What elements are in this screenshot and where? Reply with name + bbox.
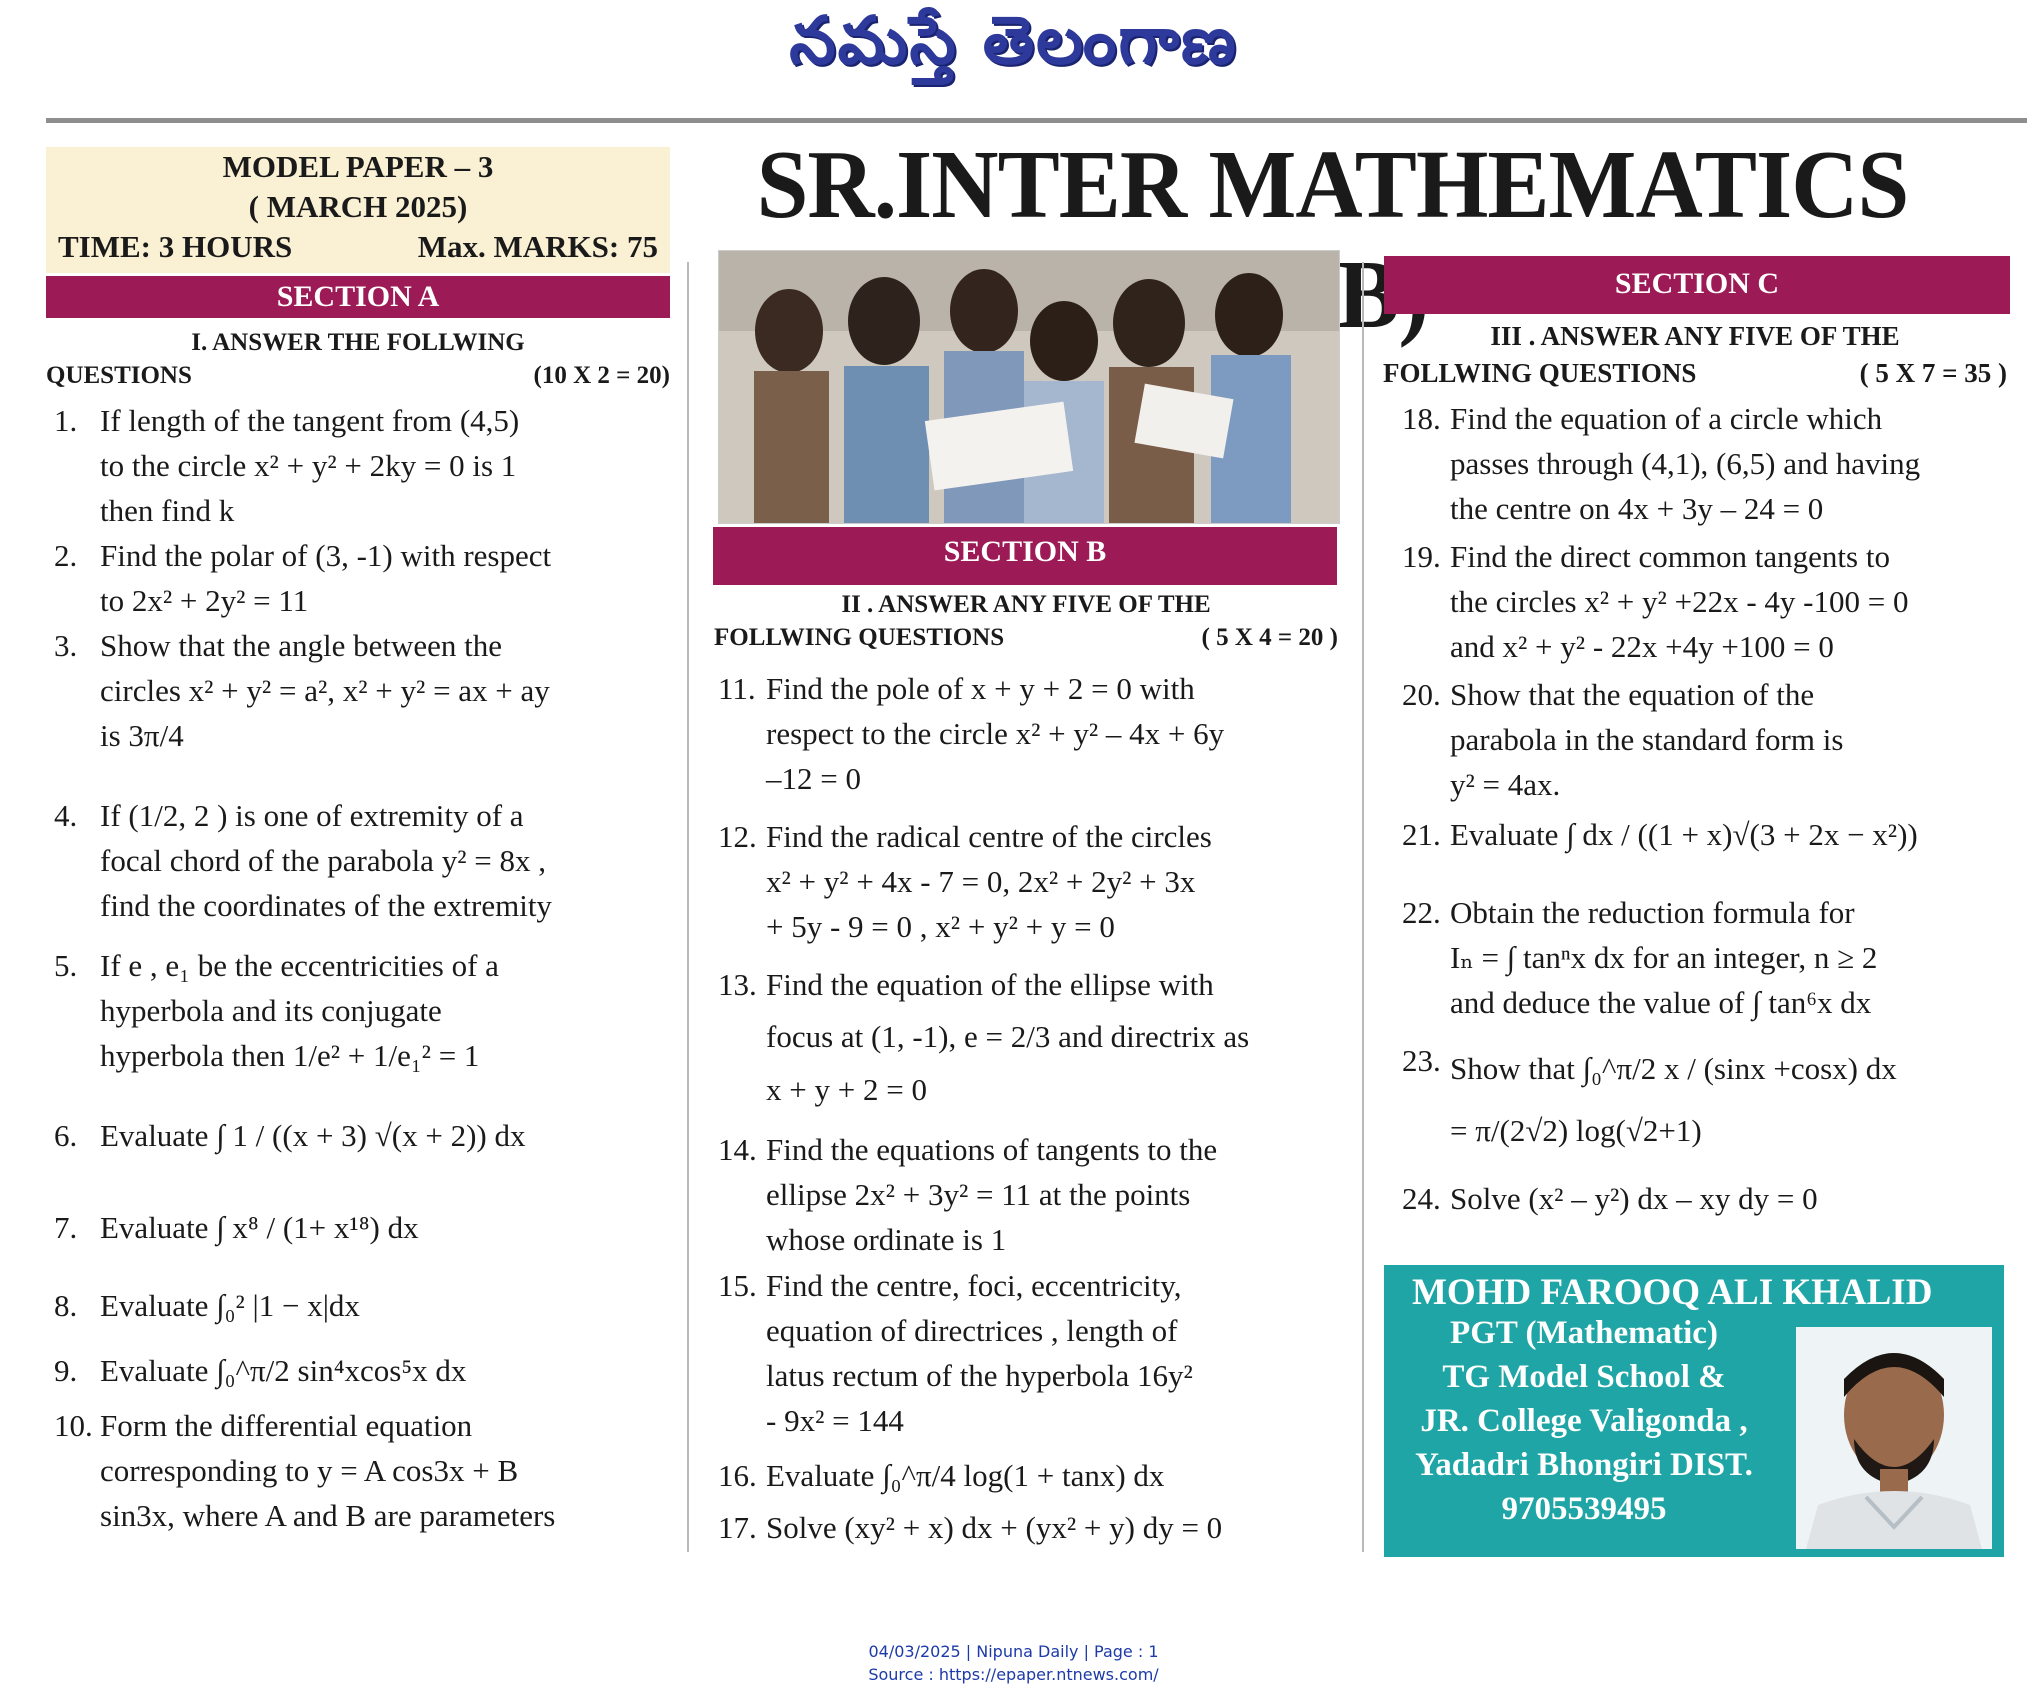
- section-c-instruction-cont: FOLLWING QUESTIONS: [1383, 358, 1697, 388]
- students-photo-illustration: [719, 251, 1339, 523]
- question-22: 22. Obtain the reduction formula for Iₙ = ∫ tanⁿx dx for an integer, n ≥ 2 and deduce the value of ∫ tan⁶x dx: [1402, 895, 1878, 1020]
- section-a-instruction-cont: QUESTIONS: [46, 362, 192, 389]
- exam-time: TIME: 3 HOURS: [58, 229, 293, 264]
- section-c-bar: SECTION C: [1384, 256, 2010, 314]
- question-21: 21. Evaluate ∫ dx / ((1 + x)√(3 + 2x − x²)): [1402, 817, 1918, 852]
- section-b-heading: [714, 588, 1338, 654]
- section-c-marks: ( 5 X 7 = 35 ): [1859, 358, 2007, 388]
- page-title: SR.INTER MATHEMATICS: [756, 131, 1909, 239]
- author-school: TG Model School &: [1442, 1359, 1726, 1395]
- question-2: 2. Find the polar of (3, -1) with respect to 2x² + 2y² = 11: [54, 538, 552, 618]
- question-20: 20. Show that the equation of the parabola in the standard form is y² = 4ax.: [1402, 677, 1844, 802]
- question-1: 1. If length of the tangent from (4,5) to the circle x² + y² + 2ky = 0 is 1 then find k: [54, 403, 520, 528]
- author-college: JR. College Valigonda ,: [1420, 1403, 1748, 1439]
- question-11: 11. Find the pole of x + y + 2 = 0 with respect to the circle x² + y² – 4x + 6y –12 = 0: [718, 671, 1225, 796]
- masthead-rule: [46, 118, 2027, 123]
- section-a-questions: [46, 398, 676, 1538]
- section-b-instruction-cont: FOLLWING QUESTIONS: [714, 624, 1005, 651]
- question-18: 18. Find the equation of a circle which passes through (4,1), (6,5) and having the centre on 4x + 3y – 24 = 0: [1402, 401, 1921, 526]
- question-16: 16. Evaluate ∫₀^π/4 log(1 + tanx) dx: [718, 1458, 1165, 1493]
- author-district: Yadadri Bhongiri DIST.: [1415, 1447, 1753, 1483]
- question-13: 13. Find the equation of the ellipse with focus at (1, -1), e = 2/3 and directrix as x + y + 2 = 0: [718, 967, 1250, 1107]
- question-3: 3. Show that the angle between the circles x² + y² = a², x² + y² = ax + ay is 3π/4: [54, 628, 550, 753]
- author-designation: PGT (Mathematic): [1450, 1315, 1718, 1351]
- question-4: 4. If (1/2, 2 ) is one of extremity of a focal chord of the parabola y² = 8x , find the coordinates of the extremity: [54, 798, 552, 923]
- question-23: 23. Show that ∫₀^π/2 x / (sinx +cosx) dx = π/(2√2) log(√2+1): [1402, 1043, 1897, 1148]
- column-divider: [1362, 262, 1364, 1552]
- students-photo: [718, 250, 1340, 524]
- question-15: 15. Find the centre, foci, eccentricity, equation of directrices , length of latus rectum of the hyperbola 16y² - 9x² = 144: [718, 1268, 1193, 1438]
- section-c-instruction: III . ANSWER ANY FIVE OF THE: [1490, 321, 1900, 351]
- section-a-heading: [46, 326, 670, 392]
- section-b-bar: SECTION B: [713, 527, 1337, 585]
- section-b-marks: ( 5 X 4 = 20 ): [1201, 624, 1338, 651]
- section-a-marks: (10 X 2 = 20): [533, 362, 670, 389]
- question-5: 5. If e , e₁ be the eccentricities of a hyperbola and its conjugate hyperbola then 1/e² + 1/e₁² = 1: [54, 948, 499, 1073]
- author-phone: 9705539495: [1501, 1491, 1667, 1527]
- question-24: 24. Solve (x² – y²) dx – xy dy = 0: [1402, 1181, 1818, 1216]
- footer-issue-info: 04/03/2025 | Nipuna Daily | Page : 1: [868, 1642, 1159, 1661]
- question-19: 19. Find the direct common tangents to the circles x² + y² +22x - 4y -100 = 0 and x² + y² - 22x +4y +100 = 0: [1402, 539, 1909, 664]
- question-14: 14. Find the equations of tangents to the ellipse 2x² + 3y² = 11 at the points whose ordinate is 1: [718, 1132, 1218, 1257]
- section-c-questions: [1402, 396, 2012, 1226]
- author-portrait: [1796, 1327, 1992, 1549]
- masthead-logo: నమస్తే తెలంగాణ: [789, 2, 1238, 79]
- author-name: MOHD FAROOQ ALI KHALID: [1412, 1272, 1933, 1313]
- question-8: 8. Evaluate ∫₀² |1 − x|dx: [54, 1288, 360, 1323]
- question-17: 17. Solve (xy² + x) dx + (yx² + y) dy = 0: [718, 1510, 1223, 1545]
- section-b-instruction: II . ANSWER ANY FIVE OF THE: [841, 591, 1211, 618]
- question-12: 12. Find the radical centre of the circles x² + y² + 4x - 7 = 0, 2x² + 2y² + 3x + 5y - 9 = 0 , x² + y² + y = 0: [718, 819, 1212, 944]
- footer-source: Source : https://epaper.ntnews.com/: [868, 1665, 1159, 1684]
- column-divider: [687, 262, 689, 1552]
- model-paper-title: MODEL PAPER – 3: [222, 149, 494, 184]
- model-paper-box: [46, 147, 670, 273]
- exam-max-marks: Max. MARKS: 75: [417, 229, 658, 264]
- page-footer: [0, 1640, 2027, 1686]
- section-b-questions: [718, 666, 1348, 1555]
- model-paper-date: ( MARCH 2025): [248, 189, 468, 224]
- section-a-bar: SECTION A: [46, 276, 670, 318]
- question-10: 10. Form the differential equation corresponding to y = A cos3x + B sin3x, where A and B are parameters: [54, 1408, 556, 1533]
- section-c-heading: [1383, 318, 2007, 392]
- author-box: [1384, 1265, 2004, 1557]
- question-7: 7. Evaluate ∫ x⁸ / (1+ x¹⁸) dx: [54, 1210, 419, 1245]
- question-9: 9. Evaluate ∫₀^π/2 sin⁴xcos⁵x dx: [54, 1353, 467, 1388]
- author-photo: [1796, 1327, 1992, 1549]
- section-a-instruction: I. ANSWER THE FOLLWING: [191, 329, 525, 356]
- question-6: 6. Evaluate ∫ 1 / ((x + 3) √(x + 2)) dx: [54, 1118, 526, 1153]
